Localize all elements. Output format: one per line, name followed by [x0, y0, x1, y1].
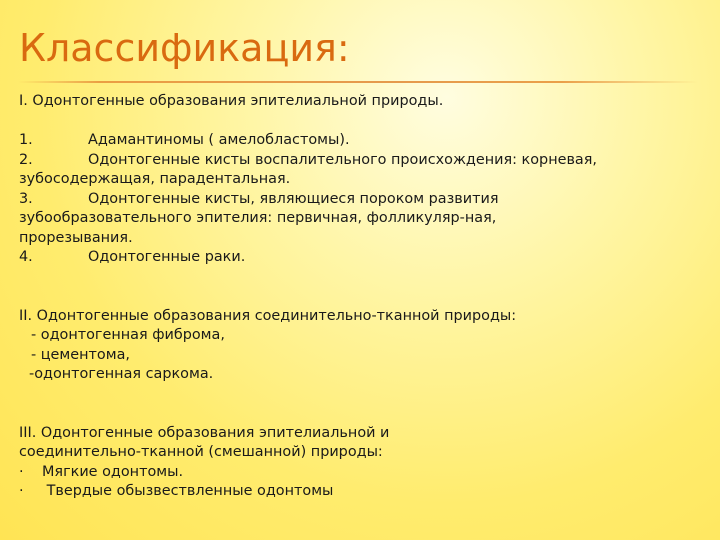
list-item: [19, 248, 719, 268]
slide-title: Классификация:: [19, 26, 350, 70]
section-3-heading: III. Одонтогенные образования эпителиальной и: [19, 424, 390, 441]
list-number: 4.: [19, 249, 33, 265]
spacer: [19, 404, 719, 424]
list-text: Одонтогенные кисты, являющиеся пороком развития: [88, 190, 499, 207]
spacer: [19, 112, 719, 132]
list-text: Одонтогенные кисты воспалительного происхождения: корневая,: [88, 151, 597, 168]
bullet-icon: ·: [19, 463, 24, 480]
list-item: [19, 482, 719, 502]
section-1-heading: I. Одонтогенные образования эпителиальной природы.: [19, 93, 444, 109]
slide-body: [19, 92, 719, 502]
list-text-continuation: зубосодержащая, парадентальная.: [19, 171, 291, 187]
bullet-icon: ·: [19, 483, 24, 499]
list-text-continuation: зубообразовательного эпителия: первичная, фолликуляр-ная,: [19, 210, 497, 226]
list-text: Одонтогенные раки.: [88, 249, 246, 265]
list-text: Мягкие одонтомы.: [42, 463, 184, 480]
list-item: - цементома,: [31, 346, 130, 363]
spacer: [19, 385, 719, 405]
spacer: [19, 268, 719, 288]
list-number: 1.: [19, 132, 33, 148]
list-item: [19, 131, 719, 151]
section-3-heading-continuation: соединительно-тканной (смешанной) природы:: [19, 444, 383, 460]
title-divider: [18, 81, 698, 83]
list-item: [19, 463, 719, 483]
list-number: 3.: [19, 190, 33, 207]
section-2-heading: II. Одонтогенные образования соединительно-тканной природы:: [19, 307, 517, 324]
spacer: [19, 287, 719, 307]
list-text: Адамантиномы ( амелобластомы).: [88, 132, 350, 148]
list-text: Твердые обызвествленные одонтомы: [42, 483, 334, 499]
list-number: 2.: [19, 151, 33, 168]
list-text-continuation: прорезывания.: [19, 229, 133, 246]
list-item: [19, 151, 719, 171]
list-item: -одонтогенная саркома.: [29, 366, 214, 382]
list-item: [19, 190, 719, 210]
list-item: - одонтогенная фиброма,: [31, 327, 225, 343]
